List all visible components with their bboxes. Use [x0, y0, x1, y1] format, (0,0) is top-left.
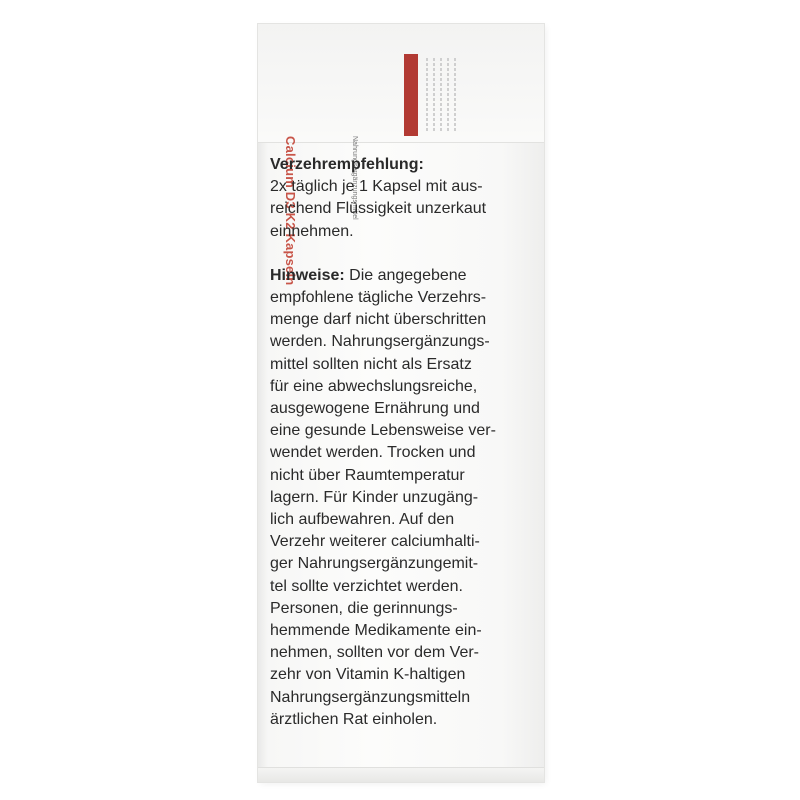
notes-line: nicht über Raumtemperatur: [270, 466, 465, 484]
notes-line: hemmende Medikamente ein-: [270, 622, 482, 640]
notes-first-line-text: Die angegebene: [344, 266, 467, 284]
notes-line: Personen, die gerinnungs-: [270, 599, 458, 617]
red-band-graphic: [404, 54, 418, 136]
notes-line: werden. Nahrungsergänzungs-: [270, 333, 490, 351]
notes-line: zehr von Vitamin K-haltigen: [270, 666, 466, 684]
faded-text-lines-graphic: [426, 58, 486, 132]
rotated-product-title: Calcium D3 K2 Kapseln: [283, 136, 298, 286]
notes-first-line: [270, 265, 540, 287]
notes-line: empfohlene tägliche Verzehrs-: [270, 289, 487, 307]
notes-line: menge darf nicht überschritten: [270, 311, 487, 329]
dosage-line: reichend Flüssigkeit unzerkaut: [270, 200, 487, 218]
notes-line: tel sollte verzichtet werden.: [270, 577, 463, 595]
label-text-block: [270, 154, 540, 731]
rotated-product-subtitle: Nahrungsergänzungsmittel: [351, 136, 358, 220]
paragraph-gap: [270, 243, 540, 265]
notes-line: ger Nahrungsergänzungemit-: [270, 555, 479, 573]
notes-line: für eine abwechslungsreiche,: [270, 377, 478, 395]
notes-line: nehmen, sollten vor dem Ver-: [270, 644, 479, 662]
notes-line: wendet werden. Trocken und: [270, 444, 476, 462]
notes-line: ausgewogene Ernährung und: [270, 400, 480, 418]
notes-line: eine gesunde Lebensweise ver-: [270, 422, 496, 440]
notes-line: ärztlichen Rat einholen.: [270, 710, 438, 728]
dosage-heading: Verzehrempfehlung:: [270, 156, 424, 173]
box-bottom-edge: [258, 767, 544, 782]
notes-heading: Hinweise:: [270, 266, 345, 284]
dosage-line: 2x täglich je 1 Kapsel mit aus-: [270, 178, 483, 196]
notes-line: lich aufbewahren. Auf den: [270, 511, 455, 529]
notes-line: lagern. Für Kinder unzugäng-: [270, 488, 479, 506]
notes-line: mittel sollten nicht als Ersatz: [270, 355, 472, 373]
dosage-line: einnehmen.: [270, 222, 354, 240]
notes-line: Nahrungsergänzungsmitteln: [270, 688, 471, 706]
notes-line: Verzehr weiterer calciumhalti-: [270, 533, 480, 551]
